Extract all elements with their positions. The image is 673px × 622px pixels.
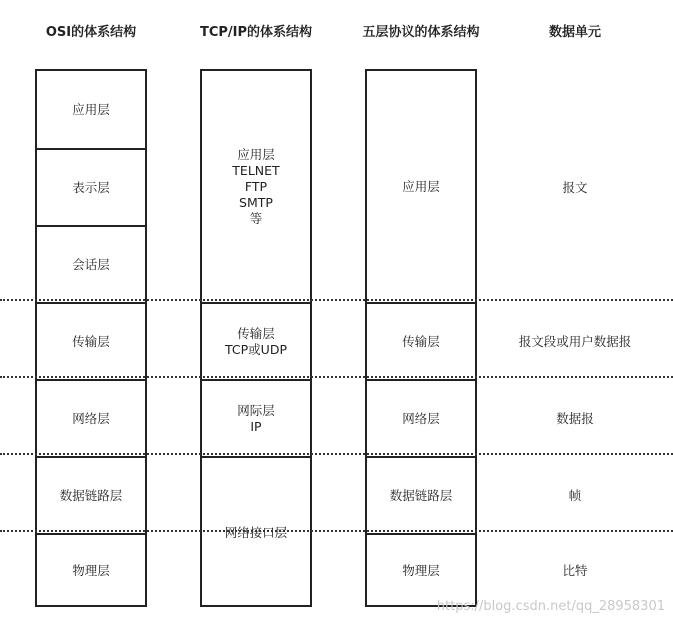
- header-tcpip: TCP/IP的体系结构: [199, 25, 313, 40]
- tcpip-protocol-smtp: SMTP: [239, 194, 273, 210]
- osi-column: [35, 69, 147, 607]
- unit-segment: 报文段或用户数据报: [518, 333, 632, 349]
- tcpip-protocol-telnet: TELNET: [232, 162, 280, 178]
- osi-application-layer: 应用层: [72, 101, 110, 117]
- tcpip-internet-protocol: IP: [250, 418, 262, 434]
- osi-transport-layer: 传输层: [37, 302, 145, 379]
- header-data-unit: 数据单元: [548, 25, 601, 40]
- header-five-layer: 五层协议的体系结构: [362, 25, 480, 40]
- unit-bit: 比特: [562, 563, 588, 578]
- tcpip-network-interface-label: 网络接口层: [224, 524, 288, 540]
- five-data-link-layer: 数据链路层: [367, 456, 475, 533]
- separator-line: [0, 299, 673, 301]
- watermark: https://blog.csdn.net/qq_28958301: [436, 599, 665, 614]
- separator-line: [0, 530, 673, 532]
- five-physical-layer: 物理层: [367, 533, 475, 607]
- tcpip-transport-layer: [202, 302, 310, 379]
- osi-network-layer: 网络层: [37, 379, 145, 456]
- osi-physical-layer: 物理层: [37, 533, 145, 607]
- osi-presentation-layer: 表示层: [37, 148, 145, 225]
- tcpip-protocol-etc: 等: [249, 210, 263, 226]
- tcpip-column: [200, 69, 312, 607]
- tcpip-protocol-ftp: FTP: [244, 178, 268, 194]
- tcpip-transport-protocol: TCP或UDP: [225, 341, 287, 357]
- separator-line: [0, 453, 673, 455]
- tcpip-application-layer: [202, 71, 310, 302]
- tcpip-transport-label: 传输层: [237, 325, 275, 341]
- osi-data-link-layer: 数据链路层: [37, 456, 145, 533]
- unit-message: 报文: [562, 179, 588, 195]
- tcpip-internet-label: 网际层: [237, 402, 275, 418]
- tcpip-application-label: 应用层: [237, 146, 275, 162]
- separator-line: [0, 376, 673, 378]
- tcpip-internet-layer: [202, 379, 310, 456]
- five-network-layer: 网络层: [367, 379, 475, 456]
- header-osi: OSI的体系结构: [45, 25, 137, 40]
- osi-session-layer: 会话层: [37, 225, 145, 302]
- five-layer-column: [365, 69, 477, 607]
- five-application-layer: 应用层: [402, 178, 440, 194]
- unit-frame: 帧: [568, 487, 582, 503]
- five-transport-layer: 传输层: [367, 302, 475, 379]
- unit-datagram: 数据报: [556, 410, 594, 426]
